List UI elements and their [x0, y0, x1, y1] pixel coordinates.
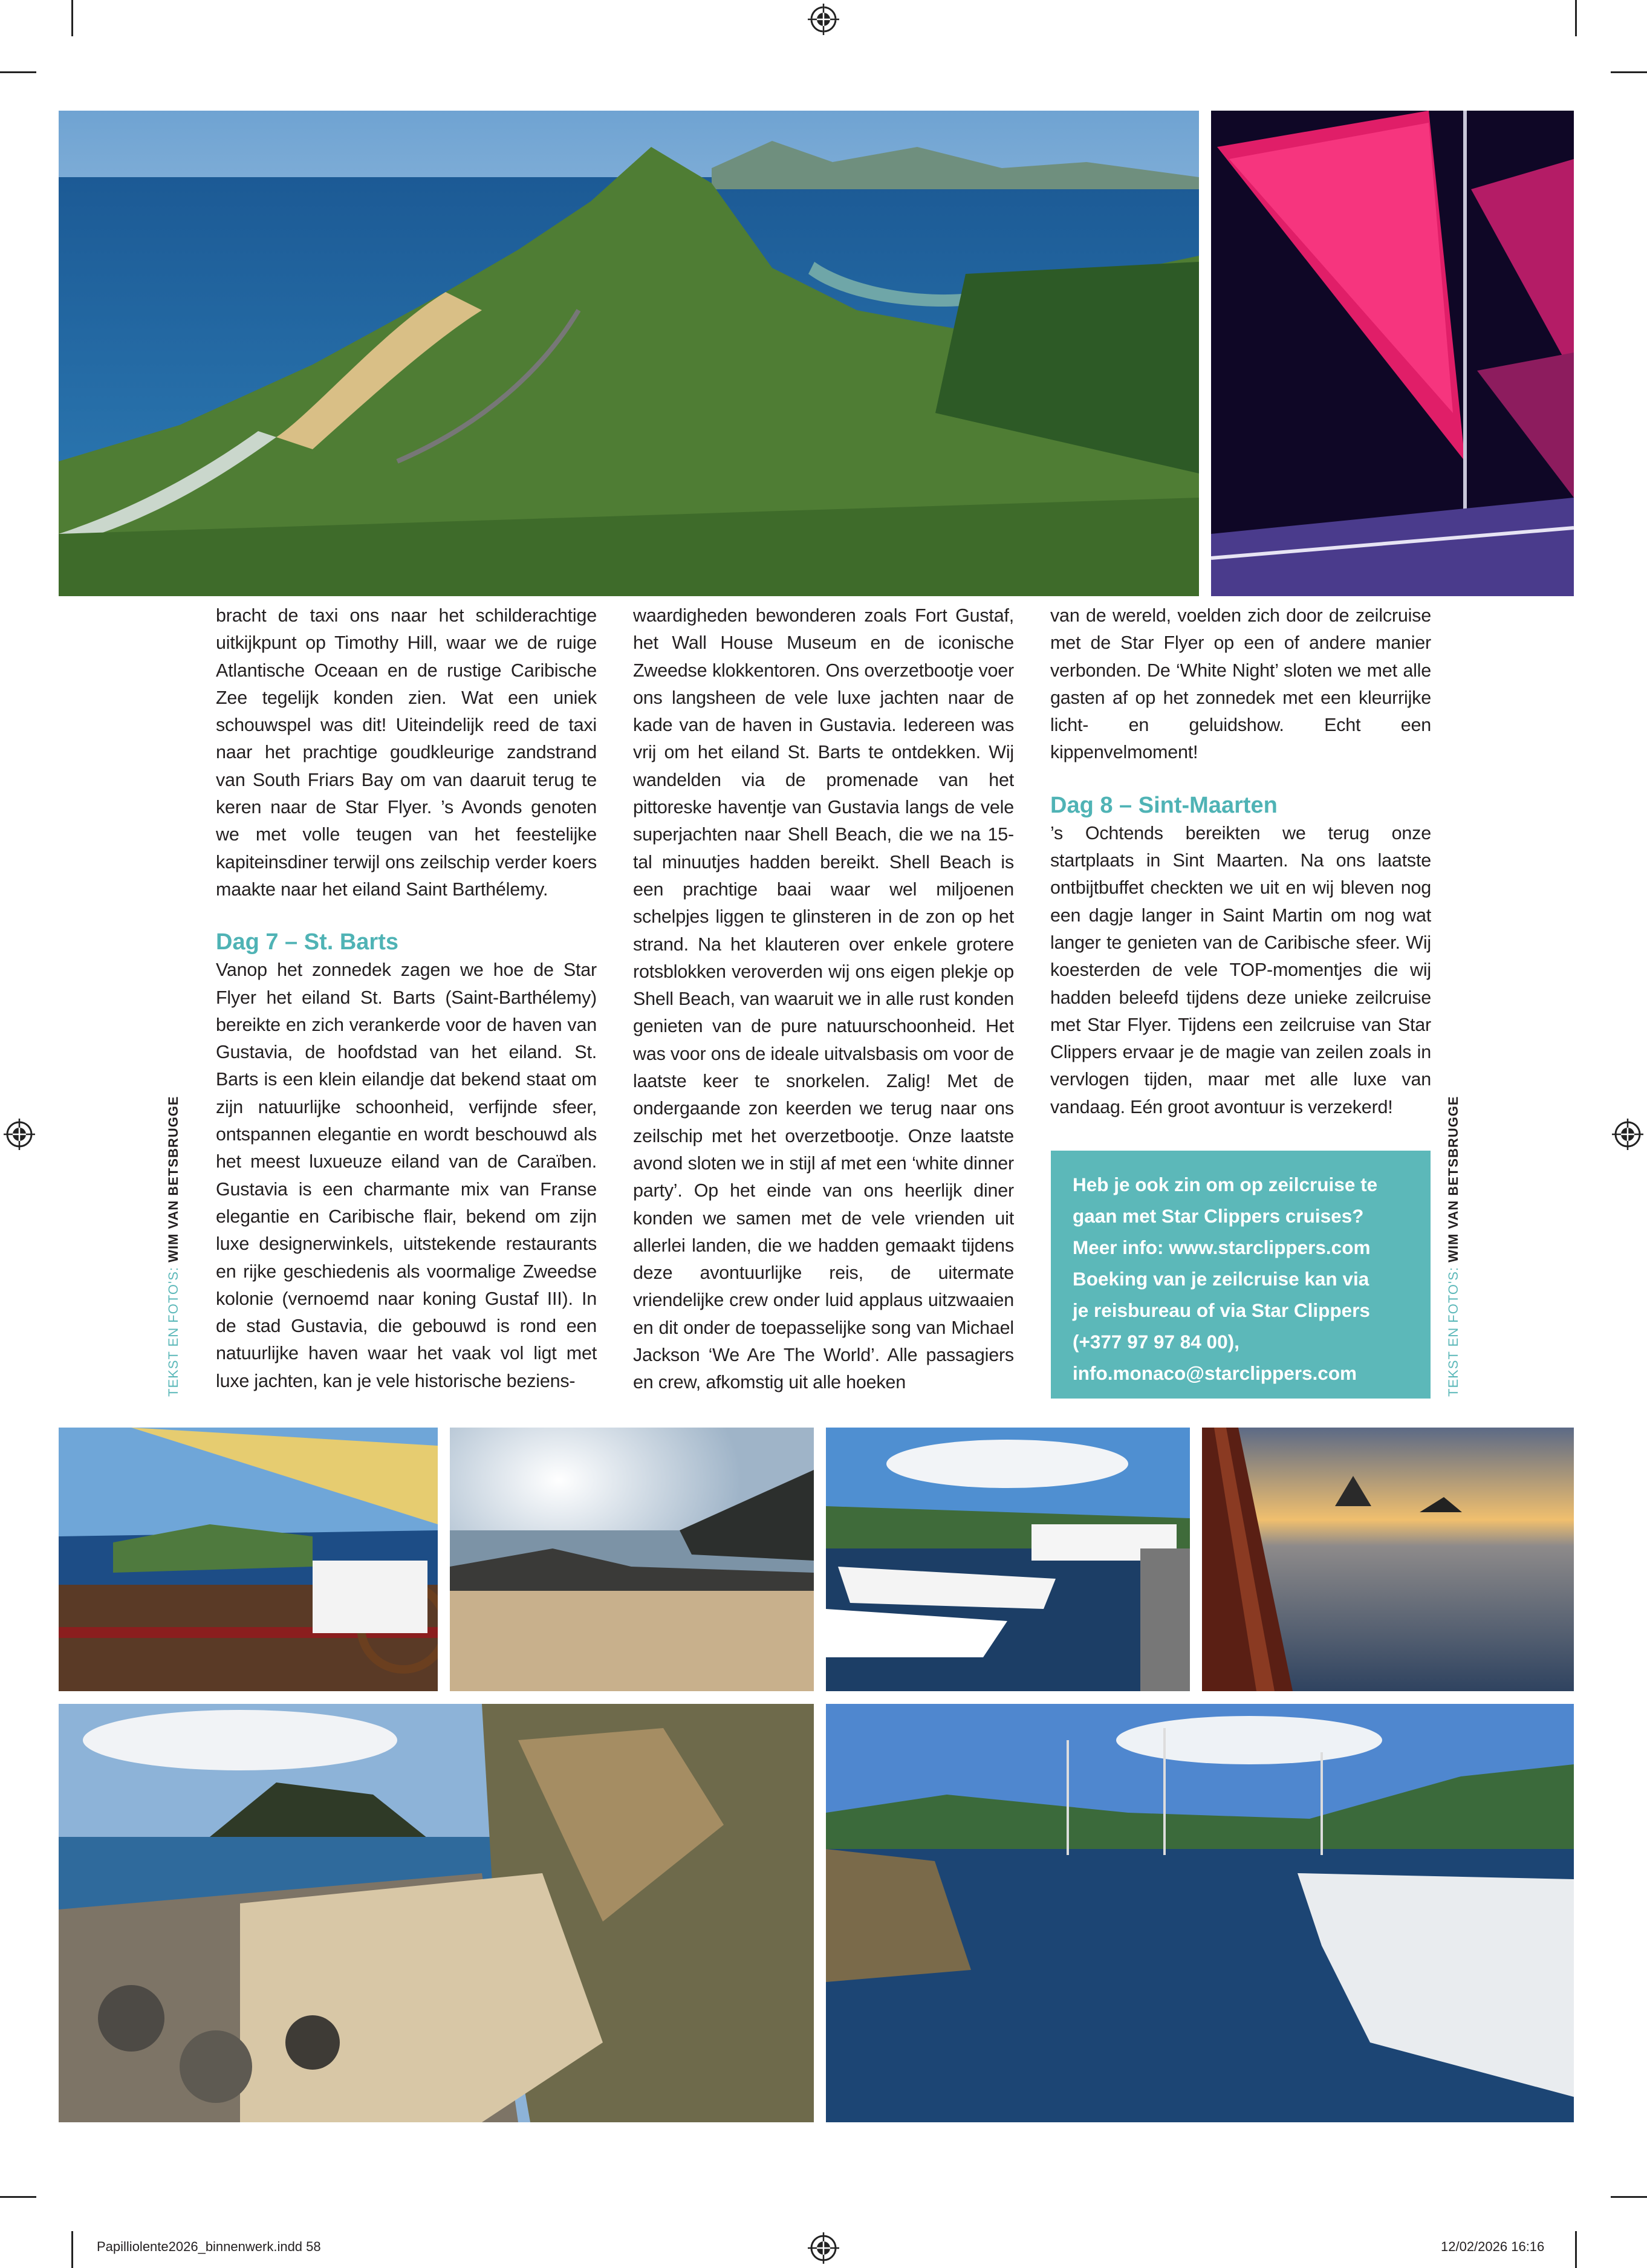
info-line: info.monaco@starclippers.com	[1073, 1362, 1357, 1384]
crop-mark	[1575, 0, 1577, 36]
photo-ship-deck	[59, 1428, 438, 1691]
article-paragraph: ’s Ochtends bereikten we terug onze startplaats in Sint Maarten. Na ons laatste ontbijtbuffet checkten we uit en wij bleven nog een dagje langer in Saint Martin om nog wat langer te genieten van de Caribische sfeer. Wij koesterden de vele TOP-momentjes die wij hadden beleefd tijdens deze unieke zeilcruise met Star Flyer. Tijdens een zeilcruise van Star Clippers ervaar je de magie van zeilen zoals in vervlogen tijden, maar met alle luxe van vandaag. Eén groot avontuur is verzekerd!	[1050, 822, 1431, 1117]
info-line: Heb je ook zin om op zeilcruise te	[1073, 1174, 1378, 1195]
crop-mark	[1611, 2196, 1647, 2198]
registration-mark-icon	[808, 4, 839, 35]
article-column-1	[216, 602, 597, 1395]
article-paragraph: waardigheden bewonderen zoals Fort Gustaf, het Wall House Museum en de iconische Zweedse klokkentoren. Ons overzetbootje voer ons langsheen de vele luxe jachten naar de kade van de haven in Gustavia. Iedereen was vrij om het eiland St. Barts te ontdekken. Wij wandelden via de promenade van het pittoreske haventje van Gustavia langs de vele superjachten naar Shell Beach, die we na 15-tal minuutjes hadden bereikt. Shell Beach is een prachtige baai waar wel miljoenen schelpjes liggen te glinsteren in de zon op het strand. Na het klauteren over enkele grotere rotsblokken veroverden wij ons eigen plekje op Shell Beach, van waaruit we in alle rust konden genieten van de pure natuurschoonheid. Het was voor ons de ideale uitvalsbasis om voor de laatste keer te snorkelen. Zalig! Met de ondergaande zon keerden we terug naar ons zeilschip met het overzetbootje. Onze laatste avond sloten we in stijl af met een ‘white dinner party’. Op het einde van ons heerlijk diner konden we samen met de vele vrienden uit allerlei landen, die we hadden gemaakt tijdens deze avontuurlijke reis, de uitermate vriendelijke crew onder luid applaus uitzwaaien en dit onder de toepasselijke song van Michael Jackson ‘We Are The World’. Alle passagiers en crew, afkomstig uit alle hoeken	[633, 605, 1014, 1393]
photo-gustavia-marina-boats	[826, 1428, 1190, 1691]
photo-white-night-sails	[1211, 111, 1574, 596]
article-paragraph: van de wereld, voelden zich door de zeilcruise met de Star Flyer op een of andere manier verbonden. De ‘White Night’ sloten we met alle gasten af op het zonnedek met een kleurrijke licht- en geluidshow. Echt een kippenvelmoment!	[1050, 605, 1431, 763]
photo-credit-left: TEKST EN FOTO'S: WIM VAN BETSBRUGGE	[166, 1096, 181, 1397]
section-heading-day8: Dag 8 – Sint-Maarten	[1050, 792, 1278, 818]
info-line: Boeking van je zeilcruise kan via	[1073, 1268, 1369, 1290]
photo-timothy-hill-landscape	[59, 111, 1199, 596]
article-paragraph: Vanop het zonnedek zagen we hoe de Star Flyer het eiland St. Barts (Saint-Barthélemy) bereikte en zich verankerde voor de haven van Gustavia, de hoofdstad van het eiland. St. Barts is een klein eilandje dat bekend staat om zijn natuurlijke schoonheid, verfijnde sfeer, ontspannen elegantie en wordt beschouwd als het meest luxueuze eiland van de Caraïben. Gustavia is een charmante mix van Franse elegantie en Caribische flair, bekend om zijn luxe designerwinkels, uitstekende restaurants en rijke geschiedenis als voormalige Zweedse kolonie (vernoemd naar koning Gustaf III). In de stad Gustavia, die gebouwd is rond een natuurlijke haven waar het vaak vol ligt met luxe jachten, kan je vele historische beziens-	[216, 960, 597, 1391]
photo-credit-right: TEKST EN FOTO'S: WIM VAN BETSBRUGGE	[1446, 1096, 1461, 1397]
info-box	[1051, 1151, 1431, 1399]
info-line: Meer info: www.starclippers.com	[1073, 1236, 1371, 1258]
registration-mark-icon	[1612, 1119, 1643, 1150]
crop-mark	[1575, 2231, 1577, 2268]
photo-shell-beach-sand	[450, 1428, 814, 1691]
crop-mark	[0, 2196, 36, 2198]
registration-mark-icon	[4, 1119, 35, 1150]
slug-date: 12/02/2026 16:16	[1441, 2239, 1545, 2254]
article-column-2	[633, 602, 1014, 1397]
crop-mark	[71, 0, 73, 36]
photo-gustavia-harbour	[826, 1704, 1574, 2122]
article-column-3	[1050, 602, 1431, 1121]
crop-mark	[0, 71, 36, 73]
article-paragraph: bracht de taxi ons naar het schilderachtige uitkijkpunt op Timothy Hill, waar we de ruige Atlantische Oceaan en de rustige Caribische Zee tegelijk konden zien. Wat een uniek schouwspel was dit! Uiteindelijk reed de taxi naar het prachtige goudkleurige zandstrand van South Friars Bay om van daaruit terug te keren naar de Star Flyer. ’s Avonds genoten we met volle teugen van het feestelijke kapiteinsdiner terwijl ons zeilschip verder koers maakte naar het eiland Saint Barthélemy.	[216, 605, 597, 900]
info-line: gaan met Star Clippers cruises?	[1073, 1205, 1364, 1227]
photo-sunset-at-sea	[1202, 1428, 1574, 1691]
registration-mark-icon	[808, 2232, 839, 2264]
info-line: je reisbureau of via Star Clippers	[1073, 1299, 1370, 1321]
crop-mark	[1611, 71, 1647, 73]
slug-file-name: Papilliolente2026_binnenwerk.indd 58	[97, 2239, 321, 2254]
section-heading-day7: Dag 7 – St. Barts	[216, 929, 398, 955]
crop-mark	[71, 2231, 73, 2268]
photo-rocky-shore	[59, 1704, 814, 2122]
info-line: (+377 97 97 84 00),	[1073, 1331, 1239, 1353]
